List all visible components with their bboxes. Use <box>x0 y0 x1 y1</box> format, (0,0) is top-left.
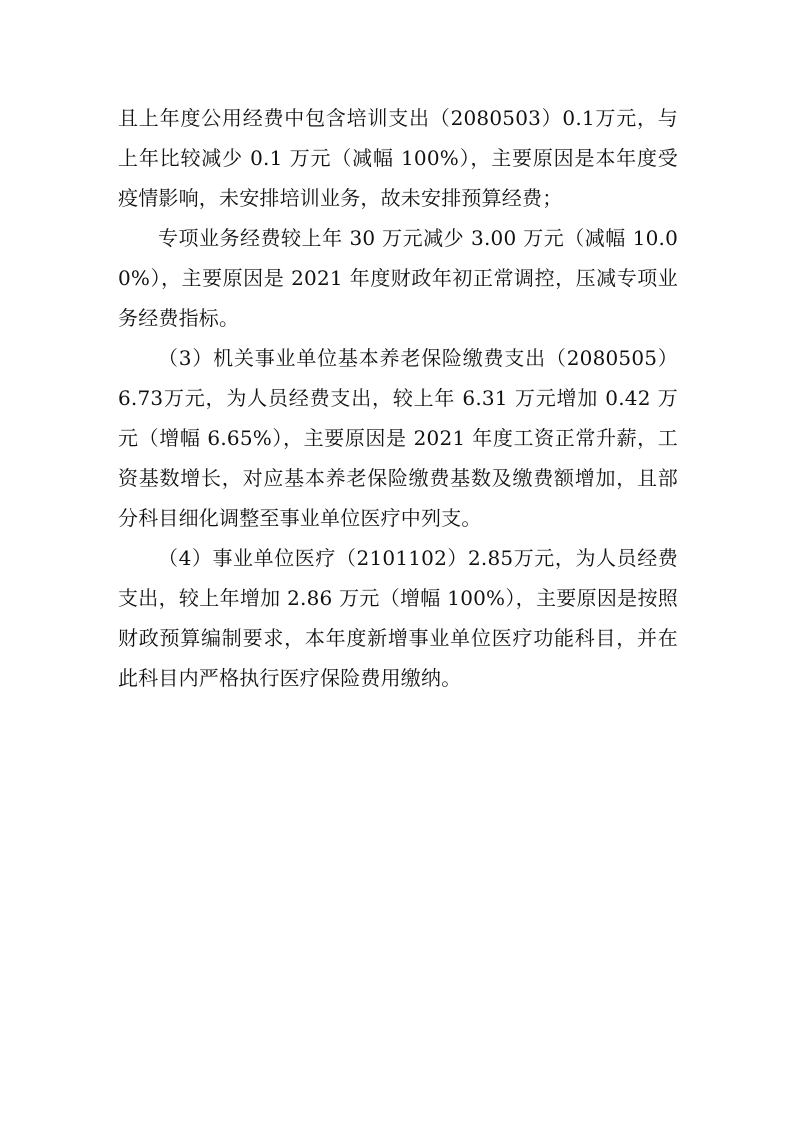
paragraph-institution-medical: （4）事业单位医疗（2101102）2.85万元，为人员经费支出，较上年增加 2.86 万元（增幅 100%），主要原因是按照财政预算编制要求，本年度新增事业单位医疗功能科目，并在此科目内严格执行医疗保险费用缴纳。 <box>118 546 678 690</box>
paragraph-training-expense: 且上年度公用经费中包含培训支出（2080503）0.1万元，与上年比较减少 0.1 万元（减幅 100%），主要原因是本年度受疫情影响，未安排培训业务，故未安排预算经费； <box>118 106 678 210</box>
paragraph-pension-insurance: （3）机关事业单位基本养老保险缴费支出（2080505）6.73万元，为人员经费支出，较上年 6.31 万元增加 0.42 万元（增幅 6.65%），主要原因是 2021 年度工资正常升薪，工资基数增长，对应基本养老保险缴费基数及缴费额增加，且部分科目细化调整至事业单位医疗中列支。 <box>118 346 678 530</box>
document-body <box>118 98 678 698</box>
paragraph-special-business-expense: 专项业务经费较上年 30 万元减少 3.00 万元（减幅 10.00%），主要原因是 2021 年度财政年初正常调控，压减专项业务经费指标。 <box>118 226 678 330</box>
